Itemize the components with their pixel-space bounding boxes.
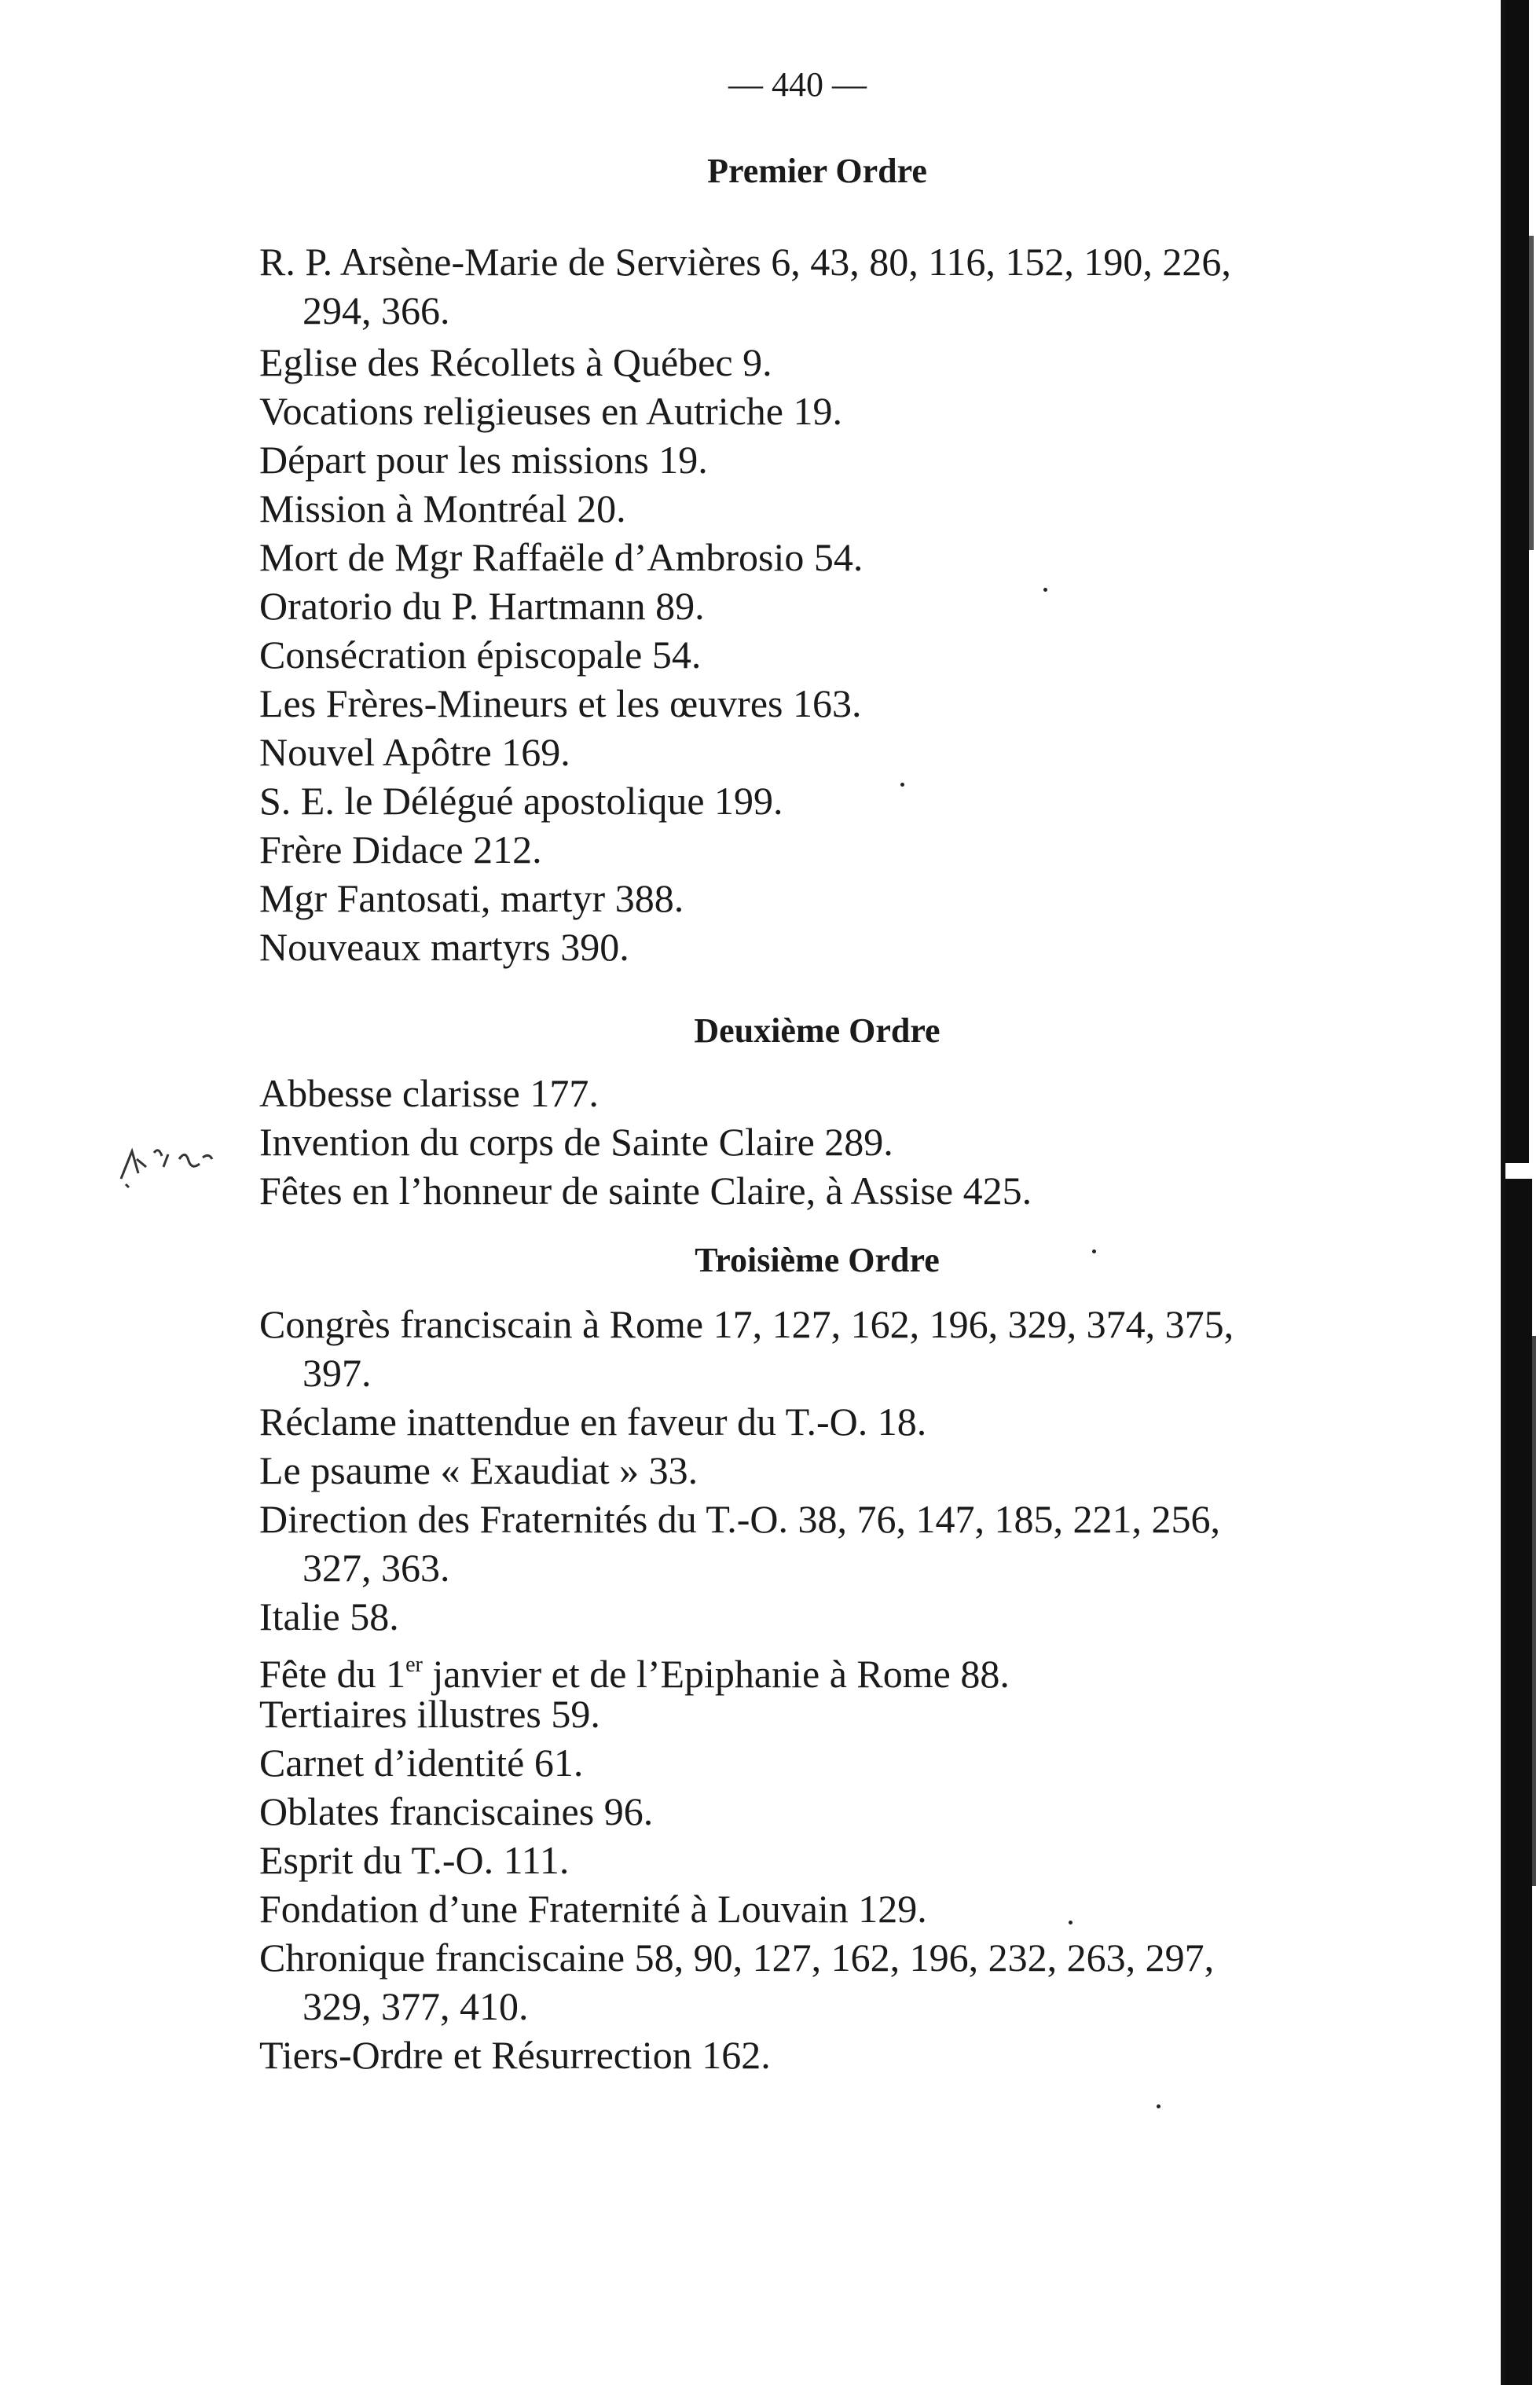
- page-number: — 440 —: [728, 65, 867, 104]
- entry-continuation: 329, 377, 410.: [302, 1984, 529, 2028]
- section-heading-deuxieme-ordre: Deuxième Ordre: [694, 1011, 940, 1050]
- entry-continuation: 397.: [302, 1351, 372, 1395]
- index-entry: Oratorio du P. Hartmann 89.: [259, 584, 705, 628]
- entry-line: Chronique franciscaine 58, 90, 127, 162, 196, 232, 263, 297,: [259, 1936, 1215, 1980]
- index-entry: Oblates franciscaines 96.: [259, 1789, 654, 1833]
- entry-text: Fête du 1: [259, 1652, 406, 1696]
- index-entry: Mission à Montréal 20.: [259, 486, 626, 530]
- entry-text: janvier et de l’Epiphanie à Rome 88.: [422, 1652, 1010, 1696]
- entry-continuation: 294, 366.: [302, 288, 450, 332]
- index-entry: Mgr Fantosati, martyr 388.: [259, 876, 684, 920]
- index-entry: Vocations religieuses en Autriche 19.: [259, 389, 842, 433]
- index-entry: Eglise des Récollets à Québec 9.: [259, 340, 772, 384]
- index-entry: Départ pour les missions 19.: [259, 438, 708, 482]
- section-heading-troisieme-ordre: Troisième Ordre: [695, 1241, 940, 1279]
- index-entry: Fondation d’une Fraternité à Louvain 129.: [259, 1887, 927, 1931]
- ink-speck: [1092, 1249, 1096, 1253]
- index-entry: Tertiaires illustres 59.: [259, 1692, 600, 1736]
- index-entry: Nouvel Apôtre 169.: [259, 730, 570, 774]
- ink-speck: [1157, 2104, 1160, 2108]
- page-edge-shadow: [1494, 0, 1540, 2385]
- index-entry: Invention du corps de Sainte Claire 289.: [259, 1120, 893, 1164]
- index-entry: Mort de Mgr Raffaële d’Ambrosio 54.: [259, 535, 864, 579]
- entry-line: R. P. Arsène-Marie de Servières 6, 43, 80, 116, 152, 190, 226,: [259, 240, 1231, 284]
- index-entry: [259, 237, 1231, 335]
- index-entry: [259, 1933, 1214, 2031]
- ordinal-superscript: er: [405, 1653, 423, 1677]
- index-entry: Carnet d’identité 61.: [259, 1741, 584, 1785]
- index-entry: Le psaume « Exaudiat » 33.: [259, 1448, 698, 1492]
- ink-speck: [1043, 588, 1047, 592]
- index-entry: Frère Didace 212.: [259, 827, 542, 871]
- index-entry: [259, 1495, 1220, 1592]
- index-entry: Italie 58.: [259, 1594, 399, 1638]
- entry-line: Congrès franciscain à Rome 17, 127, 162, 196, 329, 374, 375,: [259, 1302, 1234, 1346]
- index-entry: [259, 1300, 1234, 1397]
- entry-continuation: 327, 363.: [302, 1546, 450, 1590]
- ink-speck: [1069, 1921, 1072, 1925]
- index-entry: S. E. le Délégué apostolique 199.: [259, 779, 783, 823]
- ink-speck: [900, 783, 904, 787]
- index-entry: Esprit du T.-O. 111.: [259, 1838, 570, 1882]
- index-entry: Les Frères-Mineurs et les œuvres 163.: [259, 681, 862, 725]
- index-entry: Consécration épiscopale 54.: [259, 633, 702, 677]
- handwritten-margin-mark: [115, 1136, 233, 1191]
- index-entry: Nouveaux martyrs 390.: [259, 925, 629, 969]
- section-heading-premier-ordre: Premier Ordre: [707, 152, 927, 190]
- index-entry: Réclame inattendue en faveur du T.-O. 18.: [259, 1400, 927, 1444]
- index-entry: Abbesse clarisse 177.: [259, 1071, 599, 1115]
- entry-line: Direction des Fraternités du T.-O. 38, 76, 147, 185, 221, 256,: [259, 1497, 1220, 1541]
- index-entry: Fêtes en l’honneur de sainte Claire, à Assise 425.: [259, 1169, 1032, 1213]
- index-entry: Tiers-Ordre et Résurrection 162.: [259, 2033, 771, 2077]
